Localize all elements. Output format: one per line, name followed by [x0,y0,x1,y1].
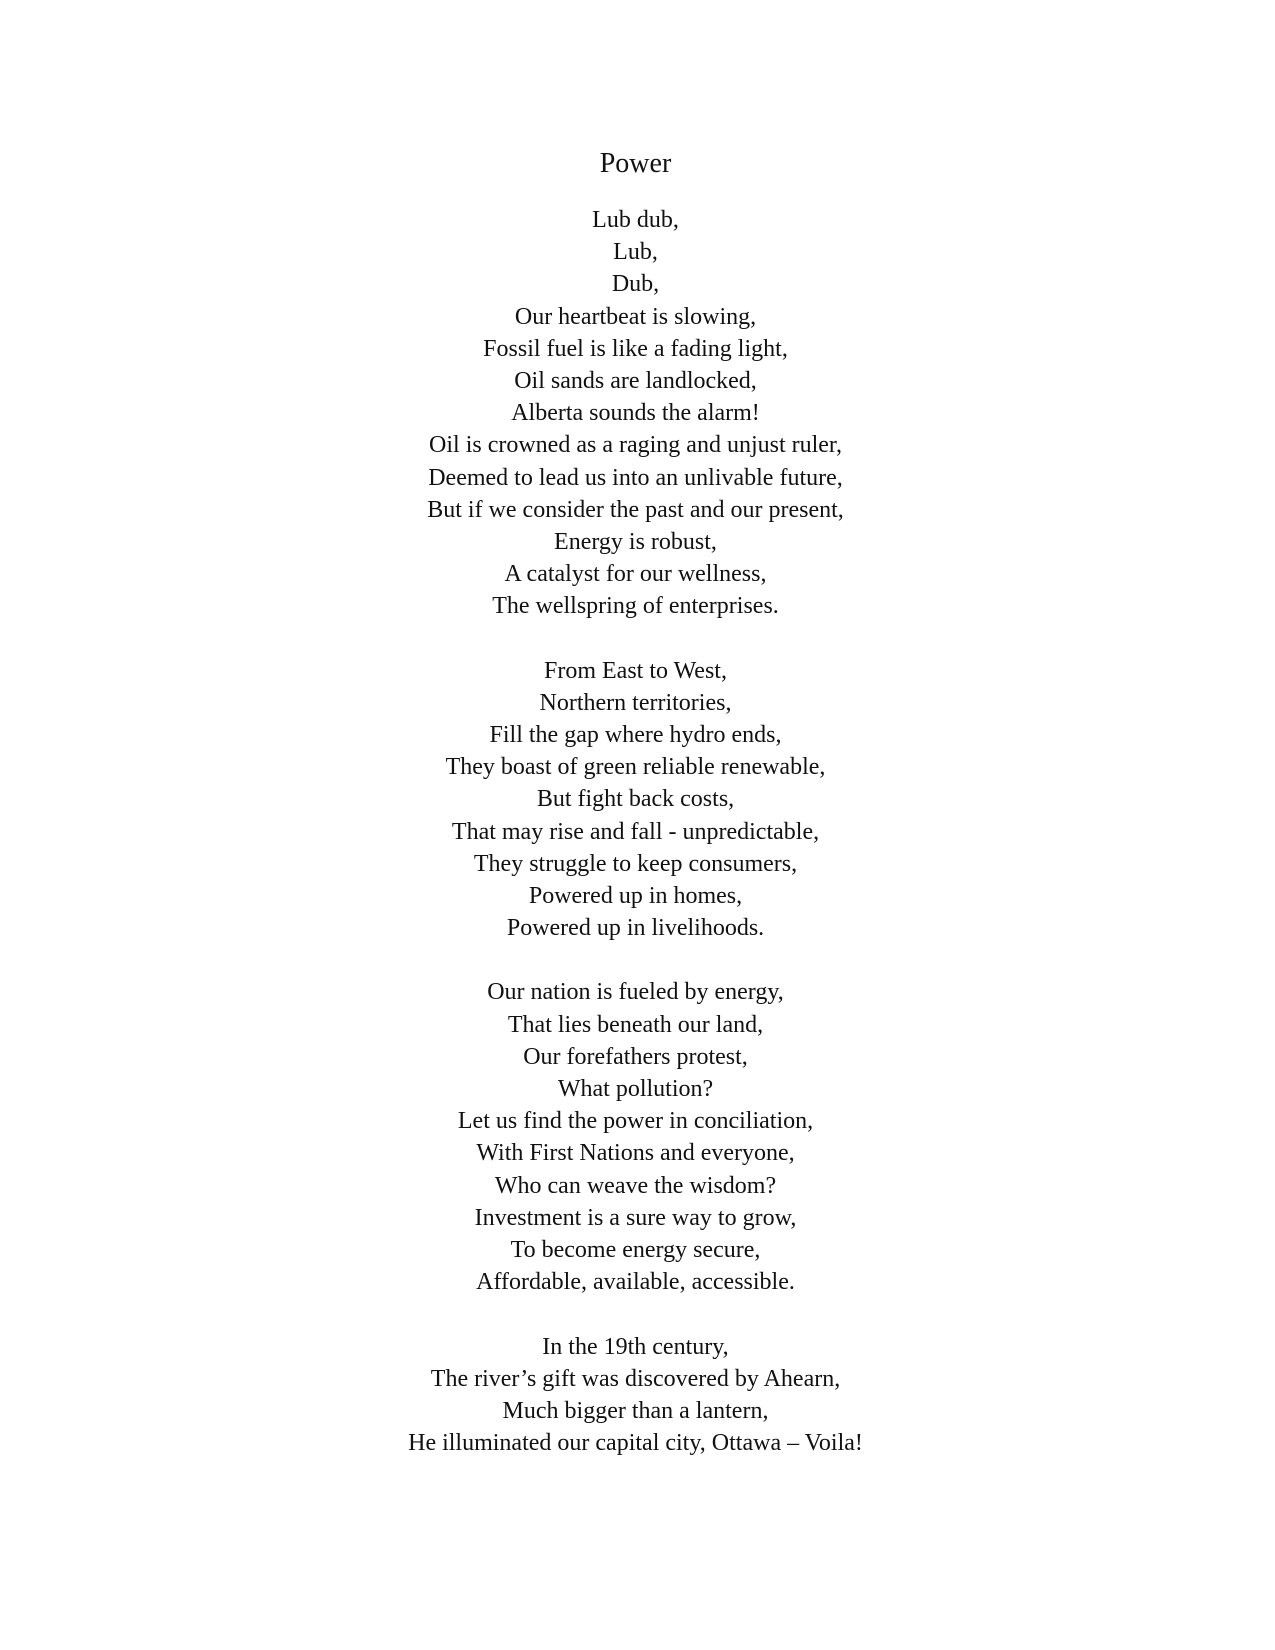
poem-line: Energy is robust, [554,529,717,556]
poem-body [0,204,1273,1459]
poem-line: He illuminated our capital city, Ottawa – Voila! [408,1430,863,1457]
poem-line: But fight back costs, [536,786,735,813]
poem-line: What pollution? [557,1076,714,1103]
poem-stanza [0,204,1273,623]
poem-line: Powered up in livelihoods. [506,915,765,942]
poem-line: Much bigger than a lantern, [502,1397,769,1424]
poem-line: In the 19th century, [542,1333,729,1360]
poem-line: A catalyst for our wellness, [504,561,767,588]
poem-line: They struggle to keep consumers, [473,850,798,877]
poem-line: Let us find the power in conciliation, [457,1108,814,1135]
poem-line: The wellspring of enterprises. [492,593,779,620]
poem-line: But if we consider the past and our present, [427,496,844,523]
poem-line: Oil sands are landlocked, [514,368,757,395]
poem-stanza [0,976,1273,1298]
poem-line: That lies beneath our land, [507,1011,764,1038]
poem-line: From East to West, [544,657,727,684]
poem-line: To become energy secure, [510,1237,761,1264]
poem-line: Northern territories, [539,689,732,716]
poem-line: Deemed to lead us into an unlivable future, [428,464,843,491]
poem-line: Fossil fuel is like a fading light, [483,335,788,362]
poem-line: Alberta sounds the alarm! [511,400,760,427]
poem-line: The river’s gift was discovered by Ahearn, [430,1365,841,1392]
poem-line: Investment is a sure way to grow, [474,1204,797,1231]
poem-line: Powered up in homes, [528,883,743,910]
poem-line: Lub dub, [592,207,679,233]
poem-title: Power [599,148,672,179]
poem-line: With First Nations and everyone, [476,1140,795,1167]
poem-line: They boast of green reliable renewable, [445,754,826,781]
poem-line: Our nation is fueled by energy, [487,979,784,1006]
poem-stanza [0,1331,1273,1460]
poem-line: Our forefathers protest, [523,1043,748,1070]
poem-line: Lub, [613,239,658,266]
poem-line: Oil is crowned as a raging and unjust ruler, [429,432,842,459]
poem-line: Fill the gap where hydro ends, [489,722,782,749]
poem [0,144,1273,1491]
poem-line: Who can weave the wisdom? [494,1172,777,1199]
poem-line: Affordable, available, accessible. [476,1269,795,1296]
poem-line: Dub, [611,271,660,298]
poem-stanza [0,655,1273,945]
poem-line: Our heartbeat is slowing, [514,303,757,330]
poem-line: That may rise and fall - unpredictable, [451,818,820,845]
